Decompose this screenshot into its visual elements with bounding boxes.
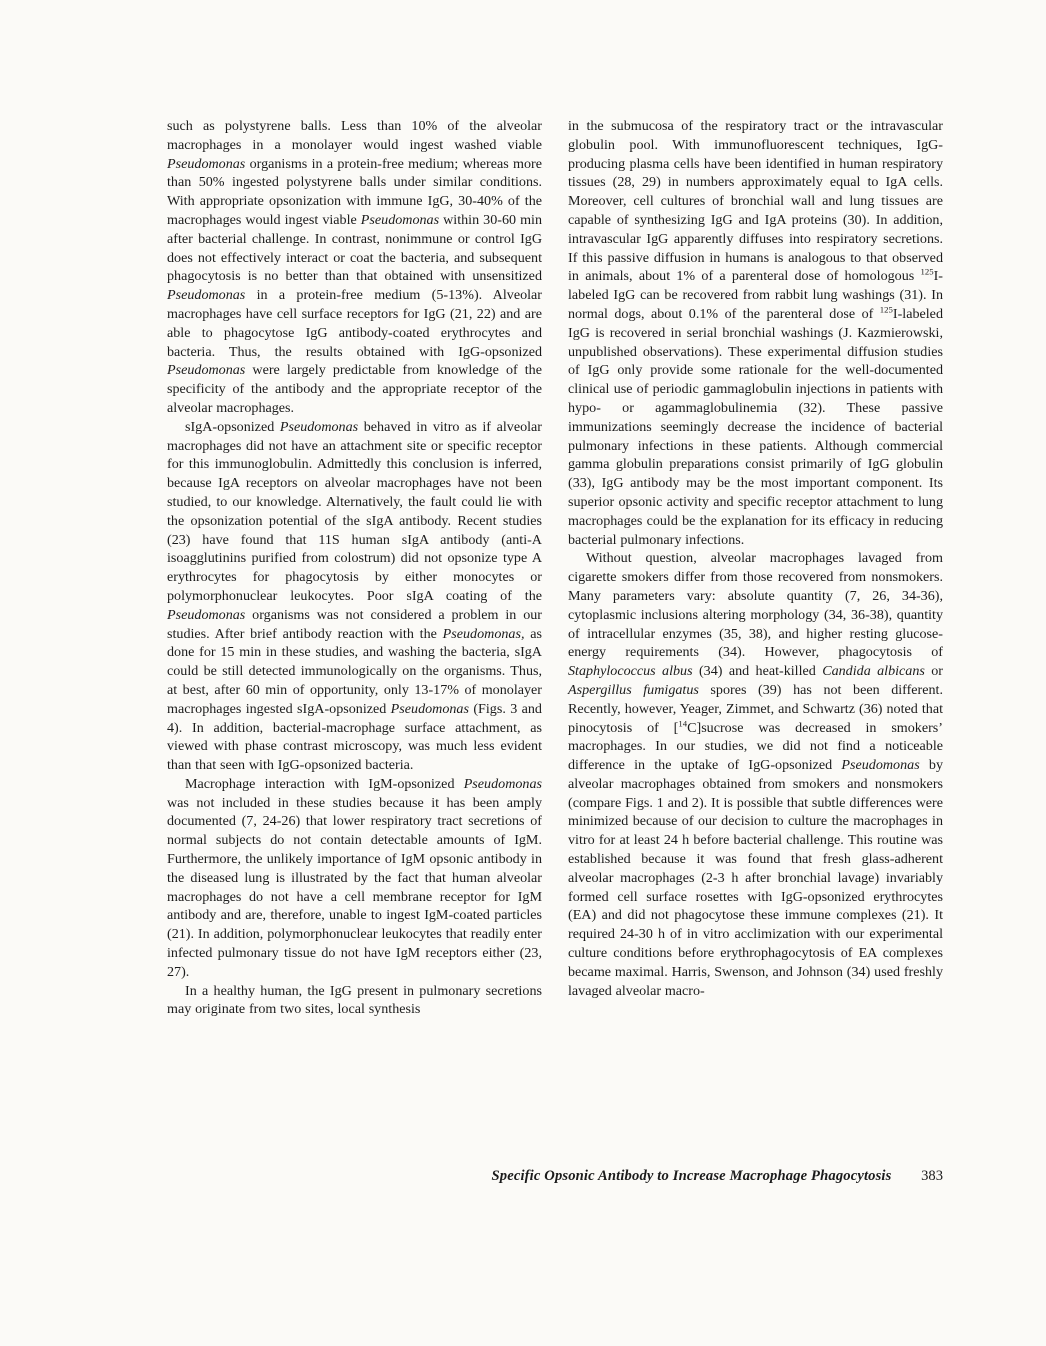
- running-title: Specific Opsonic Antibody to Increase Macrophage Phagocytosis: [491, 1168, 892, 1184]
- page-footer: [167, 1168, 943, 1185]
- paragraph-continuation: such as polystyrene balls. Less than 10% of the alveolar macrophages in a monolayer would ingest washed viable Pseudomonas organisms in a protein-free medium; whereas more than 50% ingested polystyrene balls under similar conditions. With appropriate opsonization with immune IgG, 30-40% of the macrophages would ingest viable Pseudomonas within 30-60 min after bacterial challenge. In contrast, nonimmune or control IgG does not effectively interact or coat the bacteria, and subsequent phagocytosis is no better than that obtained with unsensitized Pseudomonas in a protein-free medium (5-13%). Alveolar macrophages have cell surface receptors for IgG (21, 22) and are able to phagocytose IgG antibody-coated erythrocytes and bacteria. Thus, the results obtained with IgG-opsonized Pseudomonas were largely predictable from knowledge of the specificity of the antibody and the appropriate receptor of the alveolar macrophages.: [167, 118, 542, 416]
- page-number: 383: [921, 1168, 943, 1184]
- paragraph: In a healthy human, the IgG present in pulmonary secretions may originate from two sites, local synthesis: [167, 982, 542, 1018]
- column-right: [568, 117, 943, 1019]
- paragraph-continuation: in the submucosa of the respiratory tract or the intravascular globulin pool. With immunofluorescent techniques, IgG-producing plasma cells have been identified in human respiratory tissues (28, 29) in numbers approximately equal to IgA cells. Moreover, cell cultures of bronchial wall and lung tissues are capable of synthesizing IgG and IgA proteins (30). In addition, intravascular IgG apparently diffuses into respiratory secretions. If this passive diffusion in humans is analogous to that observed in animals, about 1% of a parenteral dose of homologous $^{125}$I-labeled IgG can be recovered from rabbit lung washings (31). In normal dogs, about 0.1% of the parenteral dose of $^{125}$I-labeled IgG is recovered in serial bronchial washings (J. Kazmierowski, unpublished observations). These experimental diffusion studies of IgG only provide some rationale for the well-documented clinical use of periodic gammaglobulin injections in patients with hypo- or agammaglobulinemia (32). These passive immunizations seemingly decrease the incidence of bacterial pulmonary infections in these patients. Although commercial gamma globulin preparations consist primarily of IgG globulin (33), IgG antibody may be the most important component. Its superior opsonic activity and specific receptor attachment to lung macrophages could be the explanation for its efficacy in reducing bacterial pulmonary infections.: [568, 118, 943, 548]
- page-body: [167, 117, 943, 1019]
- paragraph: Without question, alveolar macrophages lavaged from cigarette smokers differ from those recovered from nonsmokers. Many parameters vary: absolute quantity (7, 26, 34-36), cytoplasmic inclusions altering morphology (34, 36-38), quantity of intracellular enzymes (35, 38), and higher resting glucose-energy requirements (34). However, phagocytosis of Staphylococcus albus (34) and heat-killed Candida albicans or Aspergillus fumigatus spores (39) has not been different. Recently, however, Yeager, Zimmet, and Schwartz (36) noted that pinocytosis of [$^{14}$C]sucrose was decreased in smokers’ macrophages. In our studies, we did not find a noticeable difference in the uptake of IgG-opsonized Pseudomonas by alveolar macrophages obtained from smokers and nonsmokers (compare Figs. 1 and 2). It is possible that subtle differences were minimized because of our decision to culture the macrophages in vitro for at least 24 h before bacterial challenge. This routine was established because it was found that fresh glass-adherent alveolar macrophages (2-3 h after bronchial lavage) invariably formed cell surface rosettes with IgG-opsonized erythrocytes (EA) and did not phagocytose these immune complexes (21). It required 24-30 h of in vitro acclimization with our experimental culture conditions before erythrophagocytosis of EA complexes became maximal. Harris, Swenson, and Johnson (34) used freshly lavaged alveolar macro-: [568, 550, 943, 999]
- column-left: [167, 117, 542, 1019]
- paragraph: sIgA-opsonized Pseudomonas behaved in vitro as if alveolar macrophages did not have an attachment site or specific receptor for this immunoglobulin. Admittedly this conclusion is inferred, because IgA receptors on alveolar macrophages have not been studied, to our knowledge. Alternatively, the fault could lie with the opsonization potential of the sIgA antibody. Recent studies (23) have found that 11S human sIgA antibody (anti-A isoagglutinins purified from colostrum) did not opsonize type A erythrocytes for phagocytosis by either monocytes or polymorphonuclear leukocytes. Poor sIgA coating of the Pseudomonas organisms was not considered a problem in our studies. After brief antibody reaction with the Pseudomonas, as done for 15 min in these studies, and washing the bacteria, sIgA could be still detected immunologically on the organisms. Thus, at best, after 60 min of opportunity, only 13-17% of monolayer macrophages ingested sIgA-opsonized Pseudomonas (Figs. 3 and 4). In addition, bacterial-macrophage surface attachment, as viewed with phase contrast microscopy, was much less evident than that seen with IgG-opsonized bacteria.: [167, 418, 543, 774]
- paragraph: Macrophage interaction with IgM-opsonized Pseudomonas was not included in these studies because it has been amply documented (7, 24-26) that lower respiratory tract secretions of normal subjects do not contain detectable amounts of IgM. Furthermore, the unlikely importance of IgM opsonic antibody in the diseased lung is illustrated by the fact that human alveolar macrophages do not have a cell membrane receptor for IgM antibody and are, therefore, unable to ingest IgM-coated particles (21). In addition, polymorphonuclear leukocytes that readily enter infected pulmonary tissue do not have IgM receptors either (23, 27).: [167, 775, 542, 980]
